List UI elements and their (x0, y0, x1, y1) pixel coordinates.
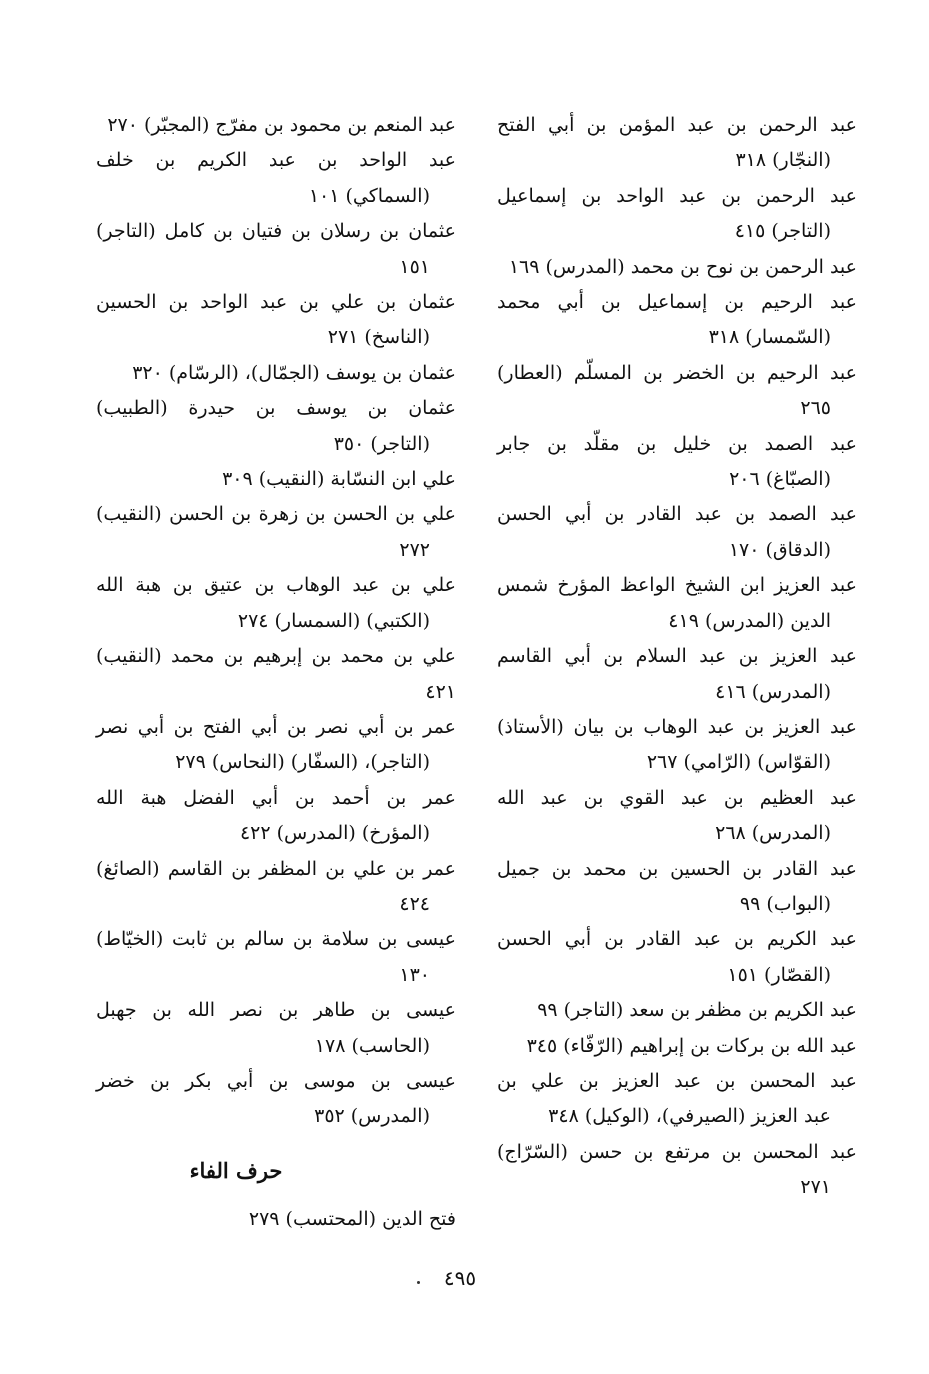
entry-line-1: علي ابن النسّابة (النقيب) ٣٠٩ (222, 468, 456, 491)
entry-line-2: ١٥١ (399, 255, 430, 278)
index-entry (497, 1064, 857, 1135)
index-entry (96, 568, 456, 639)
entry-line-2: (المؤرخ) (المدرس) ٤٢٢ (239, 822, 430, 845)
entry-line-1: عثمان بن يوسف (الجمّال)، (الرسّام) ٣٢٠ (132, 361, 456, 384)
entry-line-2: ١٣٠ (399, 963, 430, 986)
index-entry (497, 852, 857, 923)
index-entry (96, 391, 456, 462)
left-entries (96, 108, 456, 1135)
index-entry (96, 1202, 456, 1237)
entry-line-2: ٢٦٥ (800, 397, 831, 420)
entry-line-1: عبد المحسن بن عبد العزيز بن علي بن (497, 1069, 857, 1092)
entry-line-1: علي بن الحسن بن زهرة بن الحسن (النقيب) (96, 503, 456, 526)
entry-line-1: عمر بن أبي نصر بن أبي الفتح بن أبي نصر (96, 715, 456, 738)
entry-line-1: عبد الله بن بركات بن إبراهيم (الرّفّاء) ٣٤٥ (526, 1034, 857, 1057)
entry-line-1: عبد الرحمن بن عبد الواحد بن إسماعيل (497, 184, 857, 207)
entry-line-1: عمر بن علي بن المظفر بن القاسم (الصائغ) (96, 857, 456, 880)
index-entry (497, 922, 857, 993)
entry-line-2: (النجّار) ٣١٨ (735, 149, 831, 172)
entry-line-1: عبد الصمد بن خليل بن مقلّد بن جابر (497, 432, 857, 455)
entry-line-1: عبد المحسن بن مرتفع بن حسن (السّرّاج) (497, 1140, 857, 1163)
index-entry (96, 108, 456, 143)
section-heading: حرف الفاء (189, 1157, 283, 1183)
right-column (497, 108, 857, 1206)
entry-line-2: (المدرس) ٤١٦ (715, 680, 831, 703)
entry-line-2: (السّمسار) ٣١٨ (708, 326, 831, 349)
entry-line-1: عثمان بن علي بن عبد الواحد بن الحسين (96, 291, 456, 314)
index-entry (497, 497, 857, 568)
index-entry (96, 143, 456, 214)
page-number: ٤٩٥ (443, 1266, 477, 1290)
entry-line-2: عبد العزيز (الصيرفي)، (الوكيل) ٣٤٨ (548, 1105, 831, 1128)
index-entry (497, 568, 857, 639)
index-entry (96, 639, 456, 710)
entry-line-1: علي بن عبد الوهاب بن عتيق بن هبة الله (96, 574, 456, 597)
index-entry (497, 1029, 857, 1064)
index-entry (497, 710, 857, 781)
entry-line-1: عبد الرحيم بن إسماعيل بن أبي محمد (497, 291, 857, 314)
entry-line-2: (التاجر)، (السفّار) (النحاس) ٢٧٩ (175, 751, 430, 774)
index-entry (497, 356, 857, 427)
entry-line-2: (السماكي) ١٠١ (308, 184, 430, 207)
entry-line-2: (الحاسب) ١٧٨ (314, 1034, 430, 1057)
entry-line-2: (البواب) ٩٩ (739, 892, 831, 915)
index-entry (497, 285, 857, 356)
entry-line-1: عيسى بن موسى بن أبي بكر بن خضر (96, 1069, 456, 1092)
entry-line-2: (التاجر) ٤١٥ (734, 220, 831, 243)
entry-line-2: ٢٧١ (800, 1176, 831, 1199)
index-entry (497, 427, 857, 498)
index-entry (96, 356, 456, 391)
entry-line-1: عبد الواحد بن عبد الكريم بن خلف (96, 149, 456, 172)
index-entry (497, 179, 857, 250)
index-entry (96, 781, 456, 852)
entry-line-2: ٢٧٢ (399, 538, 430, 561)
entry-line-2: (الناسخ) ٢٧١ (327, 326, 430, 349)
index-entry (96, 497, 456, 568)
entry-line-1: عبد الرحمن بن عبد المؤمن بن أبي الفتح (497, 114, 857, 136)
index-entry (96, 214, 456, 285)
entry-line-1: عيسى بن طاهر بن نصر الله بن جهبل (96, 999, 456, 1022)
index-entry (96, 922, 456, 993)
entry-line-2: (المدرس) ٣٥٢ (314, 1105, 430, 1128)
index-entry (497, 108, 857, 179)
index-entry (497, 250, 857, 285)
entry-line-1: عبد الرحيم بن الخضر بن المسلّم (العطار) (497, 361, 857, 384)
entry-line-1: علي بن محمد بن إبرهيم بن محمد (النقيب) ٤٢١ (96, 645, 456, 703)
entry-line-2: (القوّاس) (الرّامي) ٢٦٧ (646, 751, 831, 774)
index-entry (96, 1064, 456, 1135)
entry-line-1: عبد العزيز ابن الشيخ الواعظ المؤرخ شمس (497, 574, 857, 597)
entry-line-2: ٤٢٤ (399, 892, 430, 915)
entry-line-1: عبد الكريم بن مظفر بن سعد (التاجر) ٩٩ (537, 999, 857, 1022)
entry-line-1: عبد الصمد بن عبد القادر بن أبي الحسن (497, 503, 857, 526)
index-entry (96, 993, 456, 1064)
index-entry (96, 285, 456, 356)
entry-line-1: عثمان بن يوسف بن حيدرة (الطبيب) (96, 397, 456, 420)
index-entry (497, 639, 857, 710)
entry-line-1: عبد العزيز بن عبد السلام بن أبي القاسم (497, 645, 857, 668)
entry-line-1: فتح الدين (المحتسب) ٢٧٩ (248, 1208, 456, 1231)
entry-line-1: عبد الكريم بن عبد القادر بن أبي الحسن (497, 928, 857, 951)
entry-line-2: (الكتبي) (السمسار) ٢٧٤ (237, 609, 430, 632)
entry-line-1: عبد العظيم بن عبد القوي بن عبد الله (497, 786, 857, 809)
index-entry (497, 1135, 857, 1206)
entry-line-2: (الدقاق) ١٧٠ (728, 538, 831, 561)
index-entry (96, 852, 456, 923)
entry-line-1: عمر بن أحمد بن أبي الفضل هبة الله (96, 786, 456, 809)
index-entry (497, 993, 857, 1028)
left-column (96, 108, 456, 1238)
index-entry (96, 462, 456, 497)
entry-line-1: عيسى بن سلامة بن سالم بن ثابت (الخيّاط) (96, 928, 456, 951)
entry-line-1: عبد المنعم بن محمود بن مفرّج (المجبّر) ٢٧٠ (107, 114, 456, 136)
entry-line-2: (القصّار) ١٥١ (727, 963, 831, 986)
entry-line-1: عبد العزيز بن عبد الوهاب بن بيان (الأستاذ) (497, 715, 857, 738)
entry-line-2: (المدرس) ٢٦٨ (715, 822, 831, 845)
entry-line-2: (التاجر) ٣٥٠ (333, 432, 430, 455)
index-entry (96, 710, 456, 781)
index-entry (497, 781, 857, 852)
entry-line-2: الدين (المدرس) ٤١٩ (668, 609, 831, 632)
section-entries (96, 1202, 456, 1237)
entry-line-1: عبد الرحمن بن نوح بن محمد (المدرس) ١٦٩ (508, 255, 857, 278)
entry-line-1: عثمان بن رسلان بن فتيان بن كامل (التاجر) (96, 220, 456, 243)
entry-line-1: عبد القادر بن الحسين بن محمد بن جميل (497, 857, 857, 880)
entry-line-2: (الصبّاغ) ٢٠٦ (729, 468, 831, 491)
